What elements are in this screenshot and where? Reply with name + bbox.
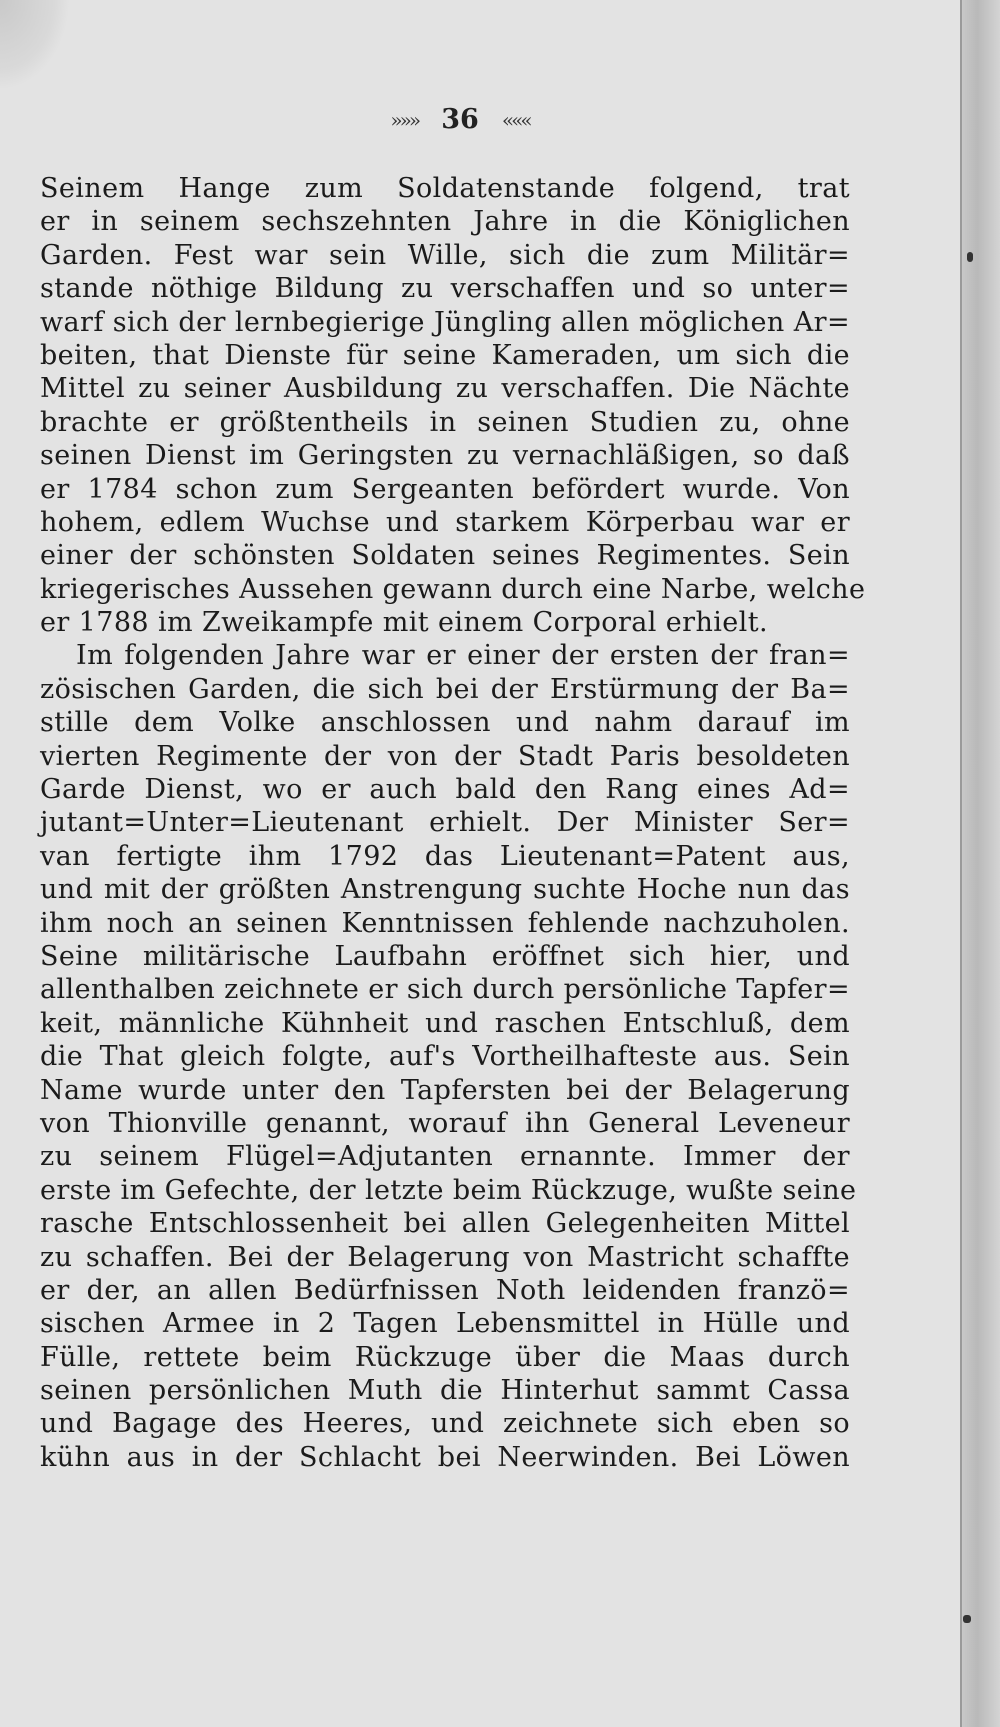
text-line: seinen persönlichen Muth die Hinterhut sammt Cassa (40, 1375, 850, 1407)
text-line: kühn aus in der Schlacht bei Neerwinden. Bei Löwen (40, 1441, 850, 1473)
header-ornament-right: ««« (501, 107, 530, 132)
page-header (360, 104, 560, 144)
text-line: die That gleich folgte, auf's Vortheilhafteste aus. Sein (40, 1041, 850, 1073)
text-line: und mit der größten Anstrengung suchte Hoche nun das (40, 874, 850, 906)
page-number: 36 (441, 104, 479, 135)
text-line: stille dem Volke anschlossen und nahm darauf im (40, 707, 850, 739)
page-corner-shadow (0, 0, 70, 90)
text-line: rasche Entschlossenheit bei allen Gelegenheiten Mittel (40, 1208, 850, 1240)
text-line: brachte er größtentheils in seinen Studien zu, ohne (40, 406, 850, 438)
text-line: hohem, edlem Wuchse und starkem Körperbau war er (40, 506, 850, 538)
text-line: sischen Armee in 2 Tagen Lebensmittel in Hülle und (40, 1308, 850, 1340)
body-text (40, 172, 866, 1474)
text-line: erste im Gefechte, der letzte beim Rückzuge, wußte seine (40, 1174, 857, 1206)
text-line: stande nöthige Bildung zu verschaffen und so unter= (40, 273, 850, 305)
text-line: allenthalben zeichnete er sich durch persönliche Tapfer= (40, 974, 851, 1006)
text-line: zösischen Garden, die sich bei der Erstürmung der Ba= (40, 673, 850, 705)
text-line: er in seinem sechszehnten Jahre in die Königlichen (40, 206, 850, 238)
text-line: vierten Regimente der von der Stadt Paris besoldeten (40, 740, 850, 772)
text-line: Name wurde unter den Tapfersten bei der Belagerung (40, 1074, 850, 1106)
text-line: warf sich der lernbegierige Jüngling allen möglichen Ar= (40, 306, 850, 338)
text-line: von Thionville genannt, worauf ihn General Leveneur (40, 1107, 850, 1139)
text-line: er 1788 im Zweikampfe mit einem Corporal erhielt. (40, 607, 768, 639)
ink-spot (963, 1615, 971, 1623)
text-line: Im folgenden Jahre war er einer der ersten der fran= (76, 640, 850, 672)
text-line: und Bagage des Heeres, und zeichnete sich eben so (40, 1408, 850, 1440)
text-line: Mittel zu seiner Ausbildung zu verschaffen. Die Nächte (40, 373, 850, 405)
ink-spot (967, 252, 973, 262)
header-ornament-left: »»» (390, 107, 419, 132)
text-line: beiten, that Dienste für seine Kameraden, um sich die (40, 339, 850, 371)
text-line: keit, männliche Kühnheit und raschen Entschluß, dem (40, 1007, 850, 1039)
page-edge (960, 0, 1000, 1727)
text-line: zu schaffen. Bei der Belagerung von Mastricht schaffte (40, 1241, 850, 1273)
text-line: Garden. Fest war sein Wille, sich die zum Militär= (40, 239, 850, 271)
text-line: jutant=Unter=Lieutenant erhielt. Der Minister Ser= (40, 807, 850, 839)
text-line: van fertigte ihm 1792 das Lieutenant=Patent aus, (40, 840, 850, 872)
text-line: Seinem Hange zum Soldatenstande folgend, trat (40, 173, 850, 204)
text-line: Seine militärische Laufbahn eröffnet sich hier, und (40, 940, 850, 972)
text-line: er 1784 schon zum Sergeanten befördert wurde. Von (40, 473, 850, 505)
text-line: einer der schönsten Soldaten seines Regimentes. Sein (40, 540, 850, 572)
text-line: Garde Dienst, wo er auch bald den Rang eines Ad= (40, 774, 850, 806)
text-line: seinen Dienst im Geringsten zu vernachläßigen, so daß (40, 440, 850, 472)
text-line: ihm noch an seinen Kenntnissen fehlende nachzuholen. (40, 907, 850, 939)
text-line: zu seinem Flügel=Adjutanten ernannte. Immer der (40, 1141, 850, 1173)
text-line: er der, an allen Bedürfnissen Noth leidenden franzö= (40, 1274, 850, 1306)
text-line: kriegerisches Aussehen gewann durch eine Narbe, welche (40, 573, 866, 605)
text-line: Fülle, rettete beim Rückzuge über die Maas durch (40, 1341, 850, 1373)
